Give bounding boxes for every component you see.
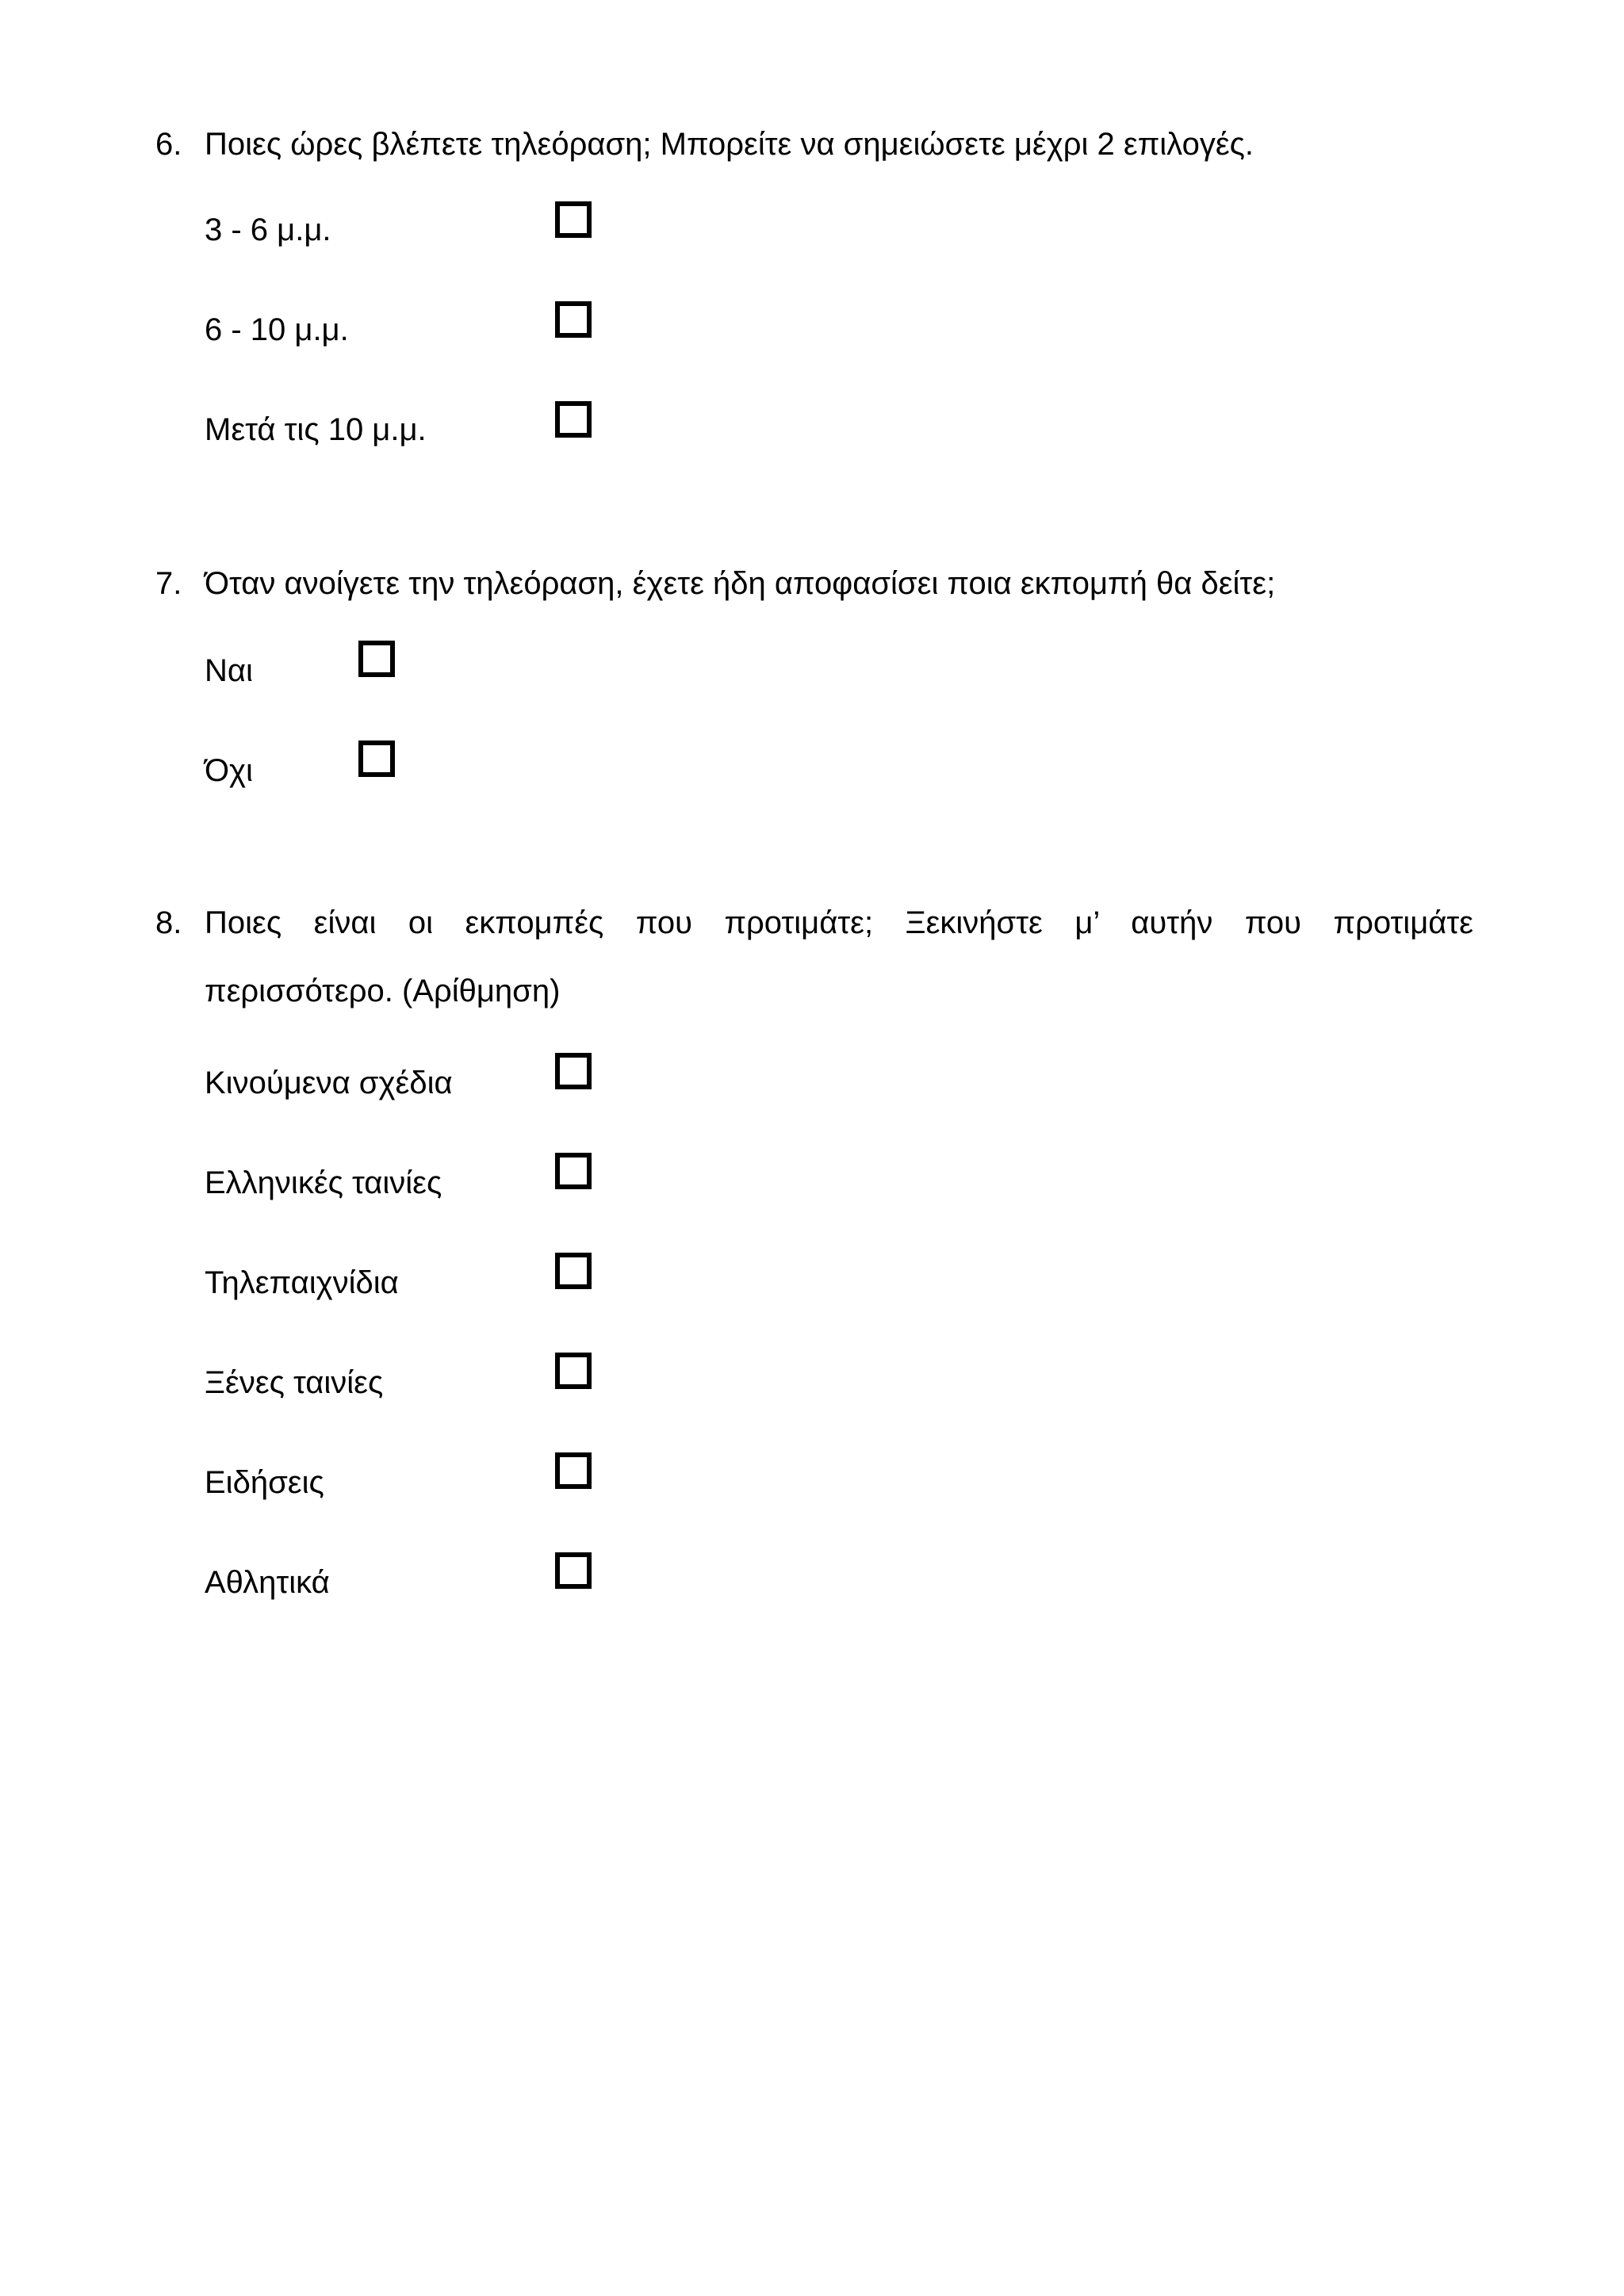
checkbox[interactable] <box>555 1552 592 1589</box>
question-7 <box>155 560 1275 607</box>
checkbox[interactable] <box>555 301 592 338</box>
option-label: Αθλητικά <box>205 1565 330 1600</box>
question-text: Ποιες είναι οι εκπομπές που προτιμάτε; Ξεκινήστε μ’ αυτήν που προτιμάτε <box>205 905 1473 940</box>
option-label: Ναι <box>205 653 253 688</box>
question-number: 6. <box>155 127 182 162</box>
checkbox[interactable] <box>555 1053 592 1089</box>
option-label: Κινούμενα σχέδια <box>205 1066 453 1100</box>
option-label: Όχι <box>205 753 253 788</box>
question-text: Όταν ανοίγετε την τηλεόραση, έχετε ήδη αποφασίσει ποια εκπομπή θα δείτε; <box>205 566 1276 601</box>
checkbox[interactable] <box>555 1253 592 1289</box>
option-label: Ειδήσεις <box>205 1465 324 1500</box>
checkbox[interactable] <box>555 1353 592 1389</box>
checkbox[interactable] <box>555 401 592 438</box>
question-text: Ποιες ώρες βλέπετε τηλεόραση; Μπορείτε να σημειώσετε μέχρι 2 επιλογές. <box>205 127 1254 162</box>
checkbox[interactable] <box>555 201 592 238</box>
question-text-continued: περισσότερο. (Αρίθμηση) <box>205 974 561 1008</box>
question-number: 7. <box>155 566 182 601</box>
checkbox[interactable] <box>358 740 395 777</box>
option-label: Ξένες ταινίες <box>205 1365 384 1400</box>
option-label: 3 - 6 μ.μ. <box>205 212 331 247</box>
checkbox[interactable] <box>555 1452 592 1489</box>
option-label: Τηλεπαιχνίδια <box>205 1265 399 1300</box>
checkbox[interactable] <box>358 641 395 677</box>
question-6 <box>155 121 1254 168</box>
question-8 <box>155 899 1473 1015</box>
option-label: Ελληνικές ταινίες <box>205 1165 442 1200</box>
option-label: 6 - 10 μ.μ. <box>205 312 349 347</box>
question-number: 8. <box>155 905 182 940</box>
option-label: Μετά τις 10 μ.μ. <box>205 412 427 447</box>
checkbox[interactable] <box>555 1153 592 1189</box>
